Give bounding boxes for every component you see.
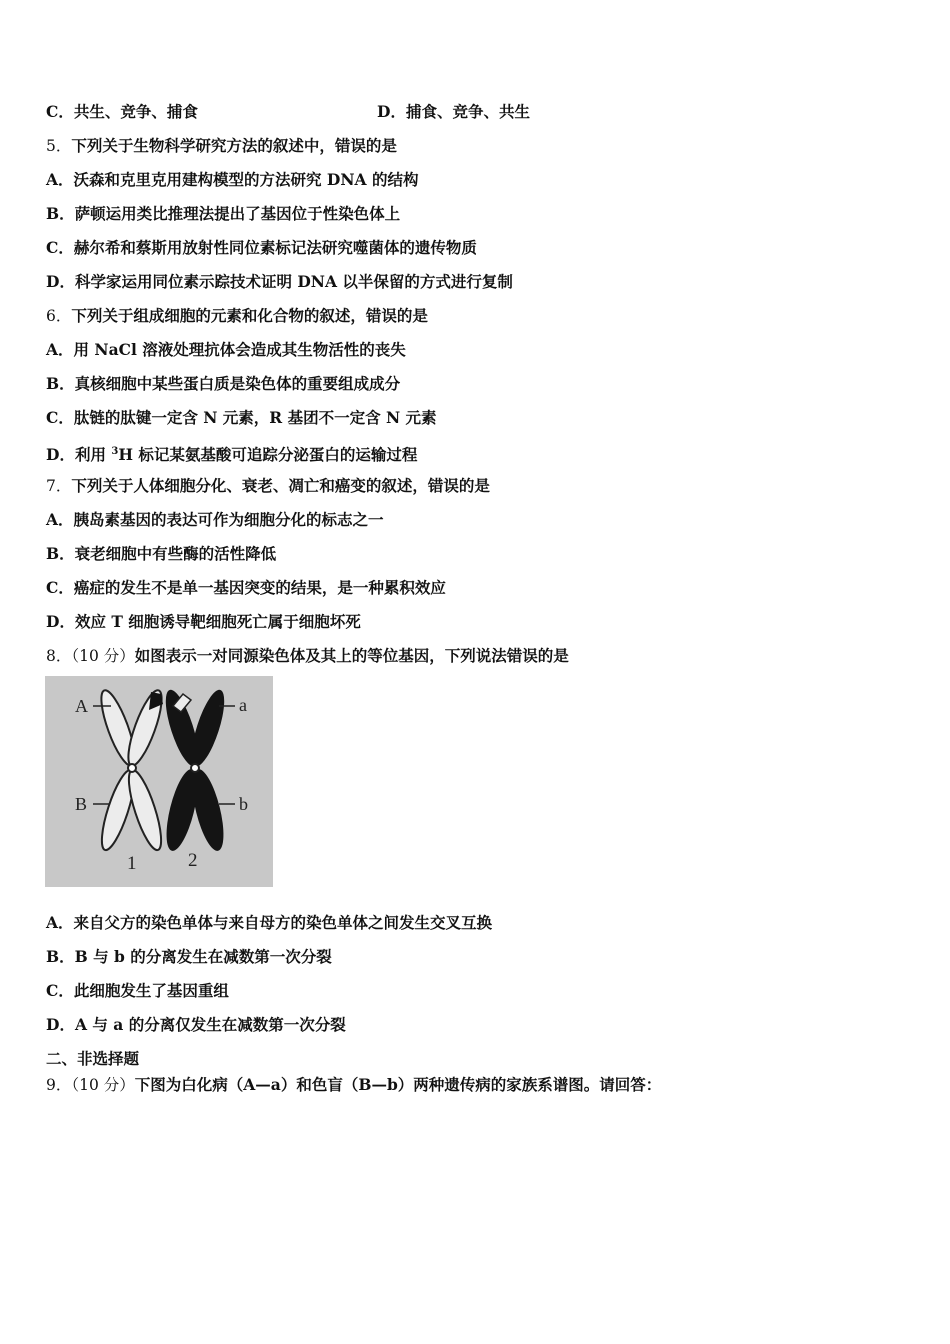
q5-option-c: C．赫尔希和蔡斯用放射性同位素标记法研究噬菌体的遗传物质: [46, 238, 477, 257]
q5-option-b: B．萨顿运用类比推理法提出了基因位于性染色体上: [46, 204, 401, 223]
chromosome-label-2: 2: [188, 850, 198, 871]
q9-stem-text: 下图为白化病（A—a）和色盲（B—b）两种遗传病的家族系谱图。请回答：: [134, 1075, 662, 1094]
q7-option-b: B．衰老细胞中有些酶的活性降低: [46, 544, 277, 563]
chromosome-2-centromere: [191, 764, 199, 772]
q8-number: 8．: [46, 647, 72, 665]
gene-label-a: a: [239, 695, 247, 715]
gene-label-b: b: [239, 794, 248, 814]
q5-option-a: A．沃森和克里克用建构模型的方法研究 DNA 的结构: [46, 170, 419, 189]
q6-option-c: C．肽链的肽键一定含 N 元素，R 基团不一定含 N 元素: [46, 408, 437, 427]
q7-option-d: D．效应 T 细胞诱导靶细胞死亡属于细胞坏死: [46, 612, 361, 631]
chromosome-figure: [45, 676, 273, 887]
gene-label-B: B: [75, 794, 88, 814]
q5-number: 5．: [46, 137, 72, 155]
q4-option-d: D．捕食、竞争、共生: [377, 102, 530, 121]
q8-option-c: C．此细胞发生了基因重组: [46, 981, 229, 1000]
q8-option-d: D．A 与 a 的分离仅发生在减数第一次分裂: [46, 1015, 346, 1034]
q5-option-d: D．科学家运用同位素示踪技术证明 DNA 以半保留的方式进行复制: [46, 272, 513, 291]
q6-option-a: A．用 NaCl 溶液处理抗体会造成其生物活性的丧失: [46, 340, 406, 359]
q7-stem: [46, 476, 490, 496]
q7-option-a: A．胰岛素基因的表达可作为细胞分化的标志之一: [46, 510, 384, 529]
q6-option-d-pre: D．利用: [46, 445, 112, 465]
q6-option-d-post: H 标记某氨基酸可追踪分泌蛋白的运输过程: [118, 445, 418, 465]
q9-number: 9．: [46, 1076, 72, 1094]
q6-number: 6．: [46, 307, 72, 325]
q7-stem-text: 下列关于人体细胞分化、衰老、凋亡和癌变的叙述，错误的是: [71, 476, 490, 495]
q9-stem: [46, 1075, 661, 1095]
section-heading-non-choice: 二、非选择题: [46, 1049, 140, 1068]
q7-number: 7．: [46, 477, 72, 495]
q8-stem: [46, 646, 569, 666]
q6-stem-text: 下列关于组成细胞的元素和化合物的叙述，错误的是: [71, 306, 428, 325]
q5-stem-text: 下列关于生物科学研究方法的叙述中，错误的是: [71, 136, 397, 155]
q9-score: （10 分）: [71, 1076, 135, 1094]
q8-score: （10 分）: [71, 647, 135, 665]
q6-option-b: B．真核细胞中某些蛋白质是染色体的重要组成成分: [46, 374, 401, 393]
q5-stem: [46, 136, 397, 156]
chromosome-1-centromere: [128, 764, 136, 772]
chromosome-label-1: 1: [127, 853, 137, 874]
q6-option-d: [46, 442, 417, 465]
q8-option-a: A．来自父方的染色单体与来自母方的染色单体之间发生交叉互换: [46, 913, 493, 932]
q6-stem: [46, 306, 428, 326]
q8-option-b: B．B 与 b 的分离发生在减数第一次分裂: [46, 947, 332, 966]
q4-option-c: C．共生、竞争、捕食: [46, 102, 198, 121]
gene-label-A: A: [75, 696, 88, 716]
q7-option-c: C．癌症的发生不是单一基因突变的结果，是一种累积效应: [46, 578, 446, 597]
chromosome-diagram: [45, 676, 273, 887]
q8-stem-text: 如图表示一对同源染色体及其上的等位基因，下列说法错误的是: [134, 646, 569, 665]
q6-option-d-sup: 3: [111, 446, 119, 457]
